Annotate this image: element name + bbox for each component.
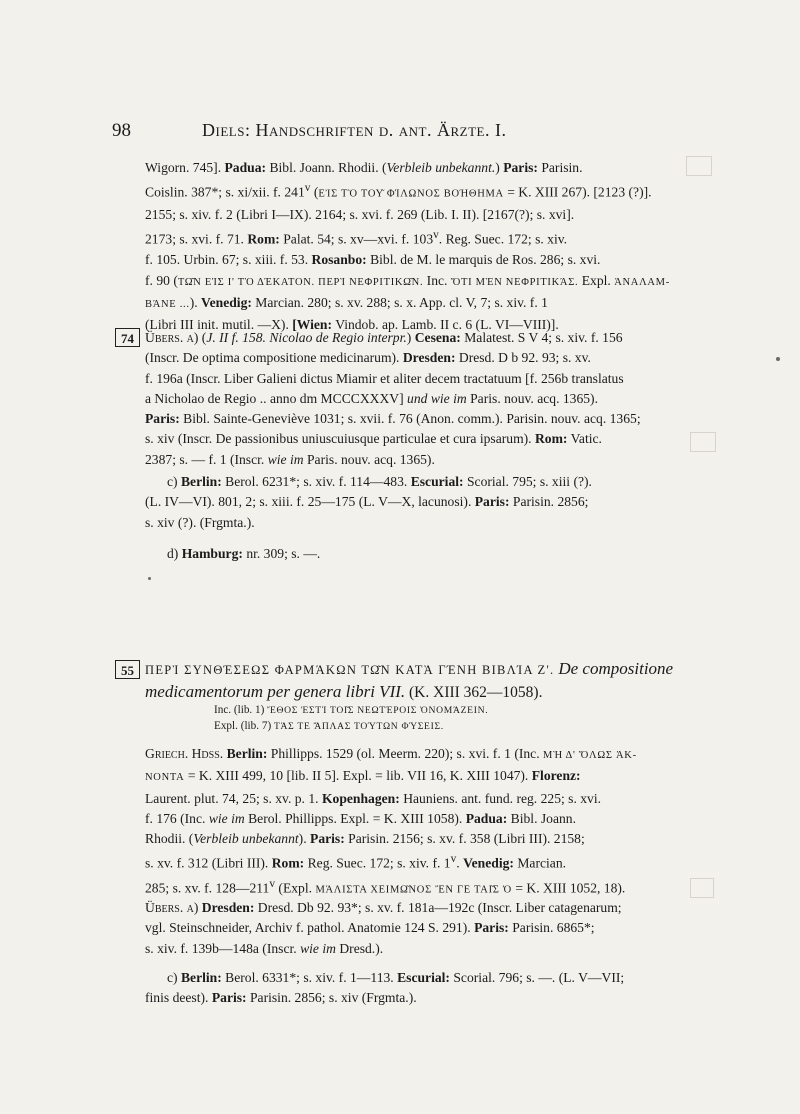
title-greek: ΠΕΡῚ ΣΥΝΘΈΣΕΩΣ ΦΑΡΜΆΚΩΝ ΤΩ͂Ν ΚΑΤᾺ ΓΈΝΗ ΒΙΒΛΊΑ Ζ'. <box>145 663 555 677</box>
entry-74-translations-c: c) Berlin: Berol. 6231*; s. xiv. f. 114—483. Escurial: Scorial. 795; s. xiii (?). (L. IV—VI). 801, 2; s. xiii. f. 25—175 (L. V—X, lacunosi). Paris: Parisin. 2856; s. xiv (?). (Frgmta.). <box>145 474 592 530</box>
entry-55-title <box>145 658 700 704</box>
ink-speck <box>148 577 151 580</box>
header-title: Diels: Handschriften d. ant. Ärzte. I. <box>202 120 507 140</box>
running-header <box>112 120 702 144</box>
title-reference: (K. XIII 362—1058). <box>409 684 543 701</box>
incipit-line: Inc. (lib. 1) ἜΘΟΣ ἘΣΤῚ ΤΟΙ͂Σ ΝΕΩΤΈΡΟΙΣ ὈΝΟΜΆΖΕΙΝ. <box>214 704 489 716</box>
entry-55-greek-manuscripts: Griech. Hdss. Berlin: Phillipps. 1529 (ol. Meerm. 220); s. xvi. f. 1 (Inc. ΜῊ Δ' ὍΛΩΣ ἈΚ- ΝΟΝΤΑ = K. XIII 499, 10 [lib. II 5]. Expl. = lib. VII 16, K. XIII 1047). Florenz: Laurent. plut. 74, 25; s. xv. p. 1. Kopenhagen: Hauniens. ant. fund. reg. 225; s. xvi. f. 176 (Inc. wie im Berol. Phillipps. Expl. = K. XIII 1058). Padua: Bibl. Joann. Rhodii. (Verbleib unbekannt). Paris: Parisin. 2156; s. xv. f. 358 (Libri III). 2158; s. xv. f. 312 (Libri III). Rom: Reg. Suec. 172; s. xiv. f. 1$^v$. Venedig: Marcian. 285; s. xv. f. 128—211$^v$ (Expl. ΜΆΛΙΣΤΑ ΧΕΙΜΩ͂ΝΟΣ ἜΝ ΓΕ ΤΑΙ͂Σ Ὁ = K. XIII 1052, 18). <box>145 746 637 896</box>
title-latin-1: De compositione <box>558 659 674 678</box>
entry-number-box: 55 <box>115 660 140 679</box>
explicit-line: Expl. (lib. 7) ΤΆΣ ΤΕ ἌΠΛΑΣ ΤΟΎΤΩΝ ΦΎΣΕΙΣ. <box>214 720 444 732</box>
entry-55-translations-c: c) Berlin: Berol. 6331*; s. xiv. f. 1—113. Escurial: Scorial. 796; s. —. (L. V—VII; finis deest). Paris: Parisin. 2856; s. xiv (Frgmta.). <box>145 970 625 1006</box>
title-latin-2: medicamentorum per genera libri VII. <box>145 682 406 701</box>
continuation-paragraph: Wigorn. 745]. Padua: Bibl. Joann. Rhodii. (Verbleib unbekannt.) Paris: Parisin. Coislin. 387*; s. xi/xii. f. 241$^v$ (ΕἸΣ ΤῸ ΤΟΥ͂ ΦΊΛΩΝΟΣ ΒΟΉΘΗΜΑ = K. XIII 267). [2123 (?)]. 2155; s. xiv. f. 2 (Libri I—IX). 2164; s. xvi. f. 269 (Lib. I. II). [2167(?); s. xvi]. 2173; s. xvi. f. 71. Rom: Palat. 54; s. xv—xvi. f. 103$^v$. Reg. Suec. 172; s. xiv. f. 105. Urbin. 67; s. xiii. f. 53. Rosanbo: Bibl. de M. le marquis de Ros. 286; s. xvi. f. 90 (ΤΩ͂Ν ΕἸΣ Ι' ΤῸ ΔΈΚΑΤΟΝ. ΠΕΡῚ ΝΕΦΡΙΤΙΚΩ͂Ν. Inc. ὍΤΙ ΜῈΝ ΝΕΦΡΙΤΙΚΆΣ. Expl. ἈΝΑΛΑΜ- ΒΆΝΕ ...). Venedig: Marcian. 280; s. xv. 288; s. x. App. cl. V, 7; s. xiv. f. 1 (Libri III init. mutil. —X). [Wien: Vindob. ap. Lamb. II c. 6 (L. VI—VIII)]. <box>145 160 670 333</box>
entry-55-translations-a: Übers. a) Dresden: Dresd. Db 92. 93*; s. xv. f. 181a—192c (Inscr. Liber catagenarum; vgl. Steinschneider, Archiv f. pathol. Anatomie 124 S. 291). Paris: Parisin. 6865*; s. xiv. f. 139b—148a (Inscr. wie im Dresd.). <box>145 900 622 956</box>
entry-number-box: 74 <box>115 328 140 347</box>
entry-74-translations-a: Übers. a) (J. II f. 158. Nicolao de Regio interpr.) Cesena: Malatest. S V 4; s. xiv. f. 156 (Inscr. De optima compositione medicinarum). Dresden: Dresd. D b 92. 93; s. xv. f. 196a (Inscr. Liber Galieni dictus Miamir et aliter decem tractatuum [f. 256b translatus a Nicholao de Regio .. anno dm MCCCXXXV] und wie im Paris. nouv. acq. 1365). Paris: Bibl. Sainte-Geneviève 1031; s. xvii. f. 76 (Anon. comm.). Parisin. nouv. acq. 1365; s. xiv (Inscr. De passionibus uniuscuiusque particulae et cura ipsarum). Rom: Vatic. 2387; s. — f. 1 (Inscr. wie im Paris. nouv. acq. 1365). <box>145 330 641 467</box>
page-number: 98 <box>112 120 131 141</box>
ink-speck <box>776 357 780 361</box>
entry-74-translations-d: d) Hamburg: nr. 309; s. —. <box>167 546 321 561</box>
